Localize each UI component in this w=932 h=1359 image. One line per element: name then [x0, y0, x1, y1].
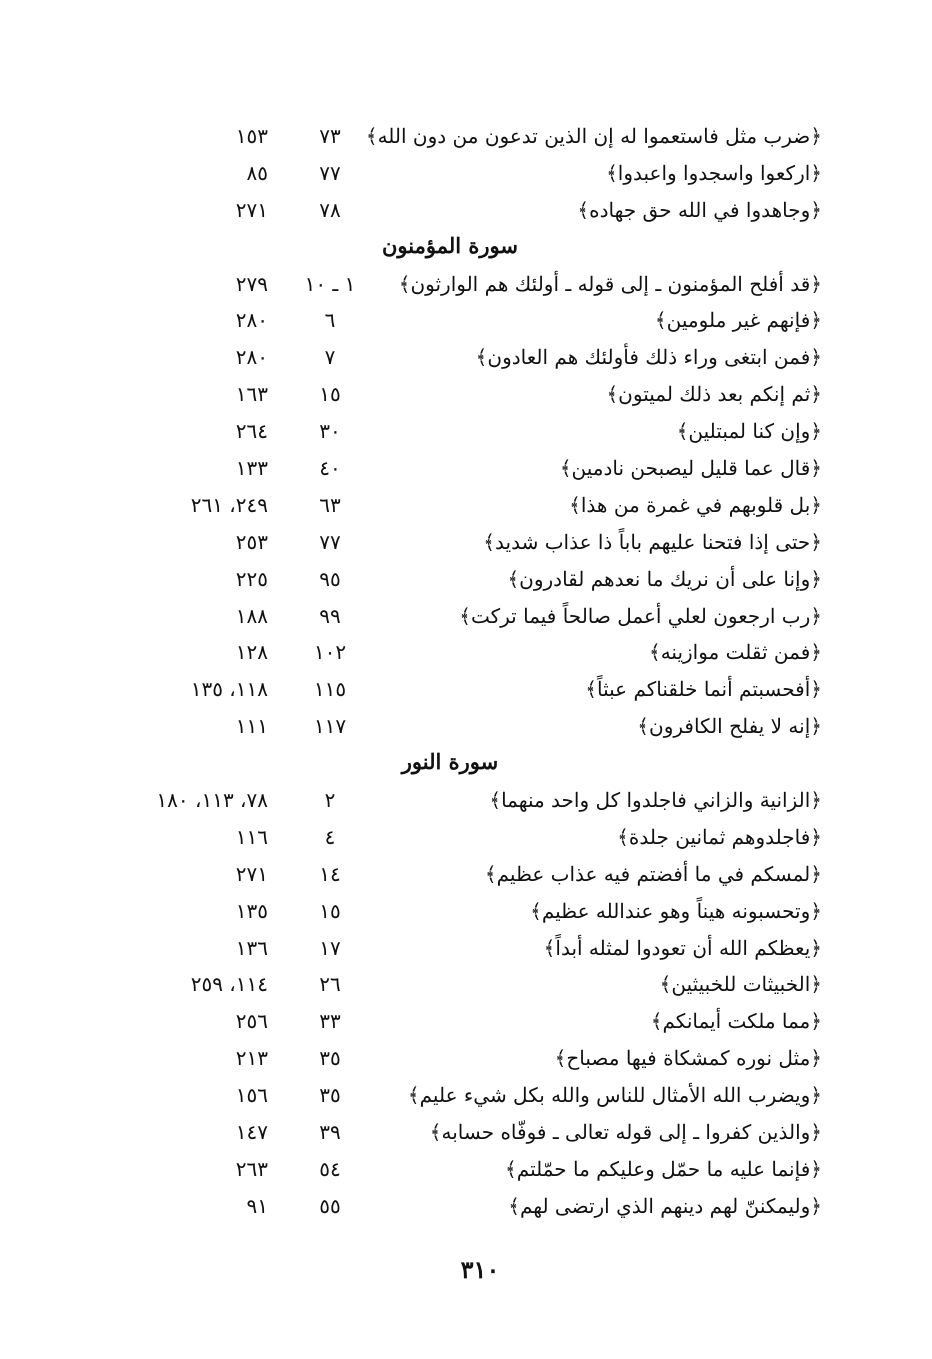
page-references: ٢٢٥ [235, 566, 268, 591]
page-references: ٧٨، ١١٣، ١٨٠ [156, 788, 268, 813]
page-references: ١١٤، ٢٥٩ [190, 972, 268, 997]
index-row [0, 708, 932, 745]
verse-text: ﴿الخبيثات للخبيثين﴾ [659, 972, 822, 997]
verse-text: ﴿ويضرب الله الأمثال للناس والله بكل شيء عليم﴾ [407, 1083, 822, 1108]
index-row [0, 192, 932, 229]
index-row [0, 893, 932, 930]
ayah-number: ٢٦ [319, 972, 341, 997]
ayah-number: ٣٥ [319, 1046, 341, 1071]
verse-text: ﴿مثل نوره كمشكاة فيها مصباح﴾ [554, 1046, 822, 1071]
ayah-number: ١١٧ [313, 714, 347, 739]
verse-text: ﴿اركعوا واسجدوا واعبدوا﴾ [606, 160, 822, 185]
page-references: ١١٦ [235, 824, 268, 849]
verse-text: ﴿فاجلدوهم ثمانين جلدة﴾ [617, 824, 822, 849]
page-references: ٢٥٦ [235, 1009, 268, 1034]
verse-text: ﴿يعظكم الله أن تعودوا لمثله أبداً﴾ [543, 935, 822, 960]
index-row [0, 1003, 932, 1040]
page-references: ١٥٣ [235, 124, 268, 148]
page-references: ١١٨، ١٣٥ [190, 677, 268, 702]
index-row [0, 524, 932, 561]
surah-heading: سورة النور [401, 749, 499, 775]
index-row [0, 930, 932, 967]
verse-text: ﴿فمن ابتغى وراء ذلك فأولئك هم العادون﴾ [475, 345, 822, 370]
index-row [0, 1188, 932, 1225]
page-references: ٢٦٤ [235, 419, 268, 444]
verse-text: ﴿والذين كفروا ـ إلى قوله تعالى ـ فوفّاه حسابه﴾ [429, 1120, 822, 1145]
index-row [0, 266, 932, 303]
ayah-number: ٧ [324, 345, 336, 370]
ayah-number: ٩٥ [319, 566, 341, 591]
verse-text: ﴿الزانية والزاني فاجلدوا كل واحد منهما﴾ [489, 788, 822, 813]
verse-text: ﴿فإنما عليه ما حمّل وعليكم ما حمّلتم﴾ [505, 1156, 822, 1181]
ayah-number: ٣٥ [319, 1083, 341, 1108]
index-row [0, 1077, 932, 1114]
index-row [0, 487, 932, 524]
index-row [0, 598, 932, 635]
page-references: ١٣٥ [235, 898, 268, 923]
index-row [0, 634, 932, 671]
index-row [0, 339, 932, 376]
ayah-number: ٦ [324, 308, 336, 333]
index-row [0, 413, 932, 450]
index-row [0, 1040, 932, 1077]
page-references: ١٤٧ [235, 1120, 268, 1145]
verse-text: ﴿قد أفلح المؤمنون ـ إلى قوله ـ أولئك هم الوارثون﴾ [398, 271, 822, 296]
index-row [0, 376, 932, 413]
index-row [0, 561, 932, 598]
index-row [0, 1151, 932, 1188]
page-references: ١٢٨ [235, 640, 268, 665]
verse-text: ﴿وتحسبونه هيناً وهو عندالله عظيم﴾ [530, 898, 822, 923]
page-references: ٢٧٩ [235, 271, 268, 296]
verse-text: ﴿لمسكم في ما أفضتم فيه عذاب عظيم﴾ [484, 861, 822, 886]
ayah-number: ٤٠ [319, 456, 341, 481]
page-references: ١٣٣ [235, 456, 268, 481]
ayah-number: ١١٥ [313, 677, 347, 702]
page-references: ٢٥٣ [235, 529, 268, 554]
index-row [0, 155, 932, 192]
index-row [0, 782, 932, 819]
verse-text: ﴿حتى إذا فتحنا عليهم باباً ذا عذاب شديد﴾ [483, 529, 822, 554]
verse-text: ﴿ثم إنكم بعد ذلك لميتون﴾ [606, 382, 822, 407]
verse-index-list [0, 118, 932, 1225]
ayah-number: ٥٤ [319, 1156, 341, 1181]
index-row [0, 302, 932, 339]
page-references: ٩١ [246, 1193, 268, 1218]
ayah-number: ١٧ [319, 935, 341, 960]
ayah-number: ٣٩ [319, 1120, 341, 1145]
verse-text: ﴿فمن ثقلت موازينه﴾ [648, 640, 822, 665]
ayah-number: ٣٣ [319, 1009, 341, 1034]
index-row [0, 671, 932, 708]
page-references: ٢٨٠ [235, 308, 268, 333]
surah-heading: سورة المؤمنون [382, 232, 518, 258]
verse-text: ﴿قال عما قليل ليصبحن نادمين﴾ [559, 456, 822, 481]
index-row [0, 966, 932, 1003]
verse-text: ﴿ضرب مثل فاستعموا له إن الذين تدعون من دون الله﴾ [365, 124, 822, 148]
verse-text: ﴿مما ملكت أيمانكم﴾ [650, 1009, 822, 1034]
ayah-number: ٧٧ [319, 529, 341, 554]
ayah-number: ٥٥ [319, 1193, 341, 1218]
verse-text: ﴿وجاهدوا في الله حق جهاده﴾ [577, 197, 822, 222]
verse-text: ﴿وليمكننّ لهم دينهم الذي ارتضى لهم﴾ [508, 1193, 822, 1218]
page-references: ١٦٣ [235, 382, 268, 407]
ayah-number: ١ ـ ١٠ [304, 271, 356, 296]
verse-text: ﴿فإنهم غير ملومين﴾ [654, 308, 822, 333]
page-references: ١٥٦ [235, 1083, 268, 1108]
ayah-number: ١٥ [319, 382, 341, 407]
index-row [0, 1114, 932, 1151]
ayah-number: ٣٠ [319, 419, 341, 444]
index-row [0, 819, 932, 856]
page-number: ٣١٠ [460, 1255, 500, 1284]
index-row [0, 118, 932, 155]
verse-text: ﴿أفحسبتم أنما خلقناكم عبثاً﴾ [585, 677, 822, 702]
page-references: ١١١ [235, 714, 268, 739]
ayah-number: ١٤ [319, 861, 341, 886]
verse-text: ﴿وإنا على أن نريك ما نعدهم لقادرون﴾ [507, 566, 822, 591]
ayah-number: ٧٧ [319, 160, 341, 185]
ayah-number: ١٠٢ [313, 640, 347, 665]
page-references: ٢٧١ [235, 861, 268, 886]
verse-text: ﴿إنه لا يفلح الكافرون﴾ [637, 714, 822, 739]
page-references: ٢١٣ [235, 1046, 268, 1071]
ayah-number: ٢ [324, 788, 336, 813]
ayah-number: ١٥ [319, 898, 341, 923]
page-references: ٢٧١ [235, 197, 268, 222]
page-references: ٢٨٠ [235, 345, 268, 370]
ayah-number: ٤ [324, 824, 336, 849]
page-references: ٨٥ [246, 160, 268, 185]
page-references: ٢٦٣ [235, 1156, 268, 1181]
ayah-number: ٩٩ [319, 603, 341, 628]
index-row [0, 856, 932, 893]
ayah-number: ٦٣ [319, 492, 341, 517]
verse-text: ﴿بل قلوبهم في غمرة من هذا﴾ [569, 492, 822, 517]
verse-text: ﴿وإن كنا لمبتلين﴾ [676, 419, 822, 444]
verse-text: ﴿رب ارجعون لعلي أعمل صالحاً فيما تركت﴾ [459, 603, 822, 628]
ayah-number: ٧٨ [319, 197, 341, 222]
page-references: ٢٤٩، ٢٦١ [190, 492, 268, 517]
page-references: ١٣٦ [235, 935, 268, 960]
surah-heading-row [0, 745, 932, 782]
index-row [0, 450, 932, 487]
surah-heading-row [0, 229, 932, 266]
ayah-number: ٧٣ [319, 124, 341, 148]
page-references: ١٨٨ [235, 603, 268, 628]
